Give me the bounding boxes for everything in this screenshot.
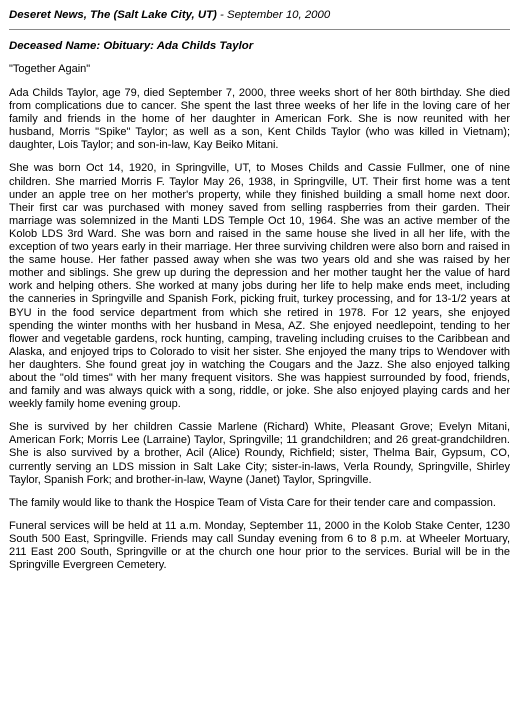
obituary-paragraph-services: Funeral services will be held at 11 a.m. Monday, September 11, 2000 in the Kolob Stake Center, 1230 South 500 East, Springville. Friends may call Sunday evening from 6 to 8 p.m. at Wheeler Mortuary, 211 East 200 South, Springville or at the church one hour prior to the services. Burial will be in the Springville Evergreen Cemetery. bbox=[9, 519, 510, 572]
publication-name: Deseret News, The (Salt Lake City, UT) bbox=[9, 9, 217, 21]
publication-header bbox=[9, 8, 510, 22]
header-separator: - bbox=[216, 9, 227, 21]
obituary-paragraph-survivors: She is survived by her children Cassie Marlene (Richard) White, Pleasant Grove; Evelyn Mitani, American Fork; Morris Lee (Larraine) Taylor, Springville; 11 grandchildren; and 26 great-grandchildren. She is also survived by a brother, Acil (Alice) Roundy, Richfield; sister, Thelma Bair, Gypsum, CO, currently serving an LDS mission in Salt Lake City; sister-in-laws, Verla Roundy, Springville, Shirley Taylor, Spanish Fork; and brother-in-law, Wayne (Janet) Taylor, Springville. bbox=[9, 421, 510, 486]
publication-date: September 10, 2000 bbox=[226, 9, 331, 21]
obituary-paragraph-life: She was born Oct 14, 1920, in Springville, UT, to Moses Childs and Cassie Fullmer, one of nine children. She married Morris F. Taylor May 26, 1938, in Springville, UT. Their first home was a tent under an apple tree on her mother's property, while they finished building a small home next door. Their first car was purchased with money saved from selling raspberries from their garden. Their marriage was solemnized in the Manti LDS Temple Oct 10, 1964. She was an active member of the Kolob LDS 3rd Ward. She was born and raised in the same house she lived in all her life, with the exception of two years early in their marriage. Her three surviving children were also born and raised in the same house. Her father passed away when she was two years old and she was raised by her mother and siblings. She grew up during the depression and her mother taught her the value of hard work and helping others. She worked at many jobs during her life to help make ends meet, including the canneries in Springville and Spanish Fork, picking fruit, turkey processing, and for 13-1/2 years at BYU in the food service department from which she retired in 1978. For 12 years, she enjoyed spending the winter months with her husband in Mesa, AZ. She enjoyed needlepoint, tending to her flower and vegetable gardens, rock hunting, camping, traveling including cruises to the Caribbean and Alaska, and enjoyed trips to Colorado to visit her sister. She enjoyed the many trips to Wendover with her daughters. She found great joy in watching the Cougars and the Jazz. She also enjoyed talking about the "old times" with her many frequent visitors. She was happiest surrounded by food, friends, and family and was always quick with a song, riddle, or joke. She also enjoyed playing cards and her weekly family home evening group. bbox=[9, 162, 510, 411]
obituary-headline: "Together Again" bbox=[9, 63, 91, 75]
obituary-paragraph-thanks: The family would like to thank the Hospice Team of Vista Care for their tender care and compassion. bbox=[9, 496, 496, 509]
deceased-name-line: Deceased Name: Obituary: Ada Childs Taylor bbox=[9, 40, 254, 52]
obituary-paragraph-death: Ada Childs Taylor, age 79, died September 7, 2000, three weeks short of her 80th birthday. She died from complications due to cancer. She spent the last three weeks of her life in the loving care of her family and friends in the home of her daughter in American Fork. She is now reunited with her husband, Morris "Spike" Taylor; as well as a son, Kent Childs Taylor (who was killed in Vietnam); daughter, Lois Taylor; and son-in-law, Kay Beiko Mitani. bbox=[9, 87, 510, 152]
header-divider bbox=[9, 29, 510, 30]
